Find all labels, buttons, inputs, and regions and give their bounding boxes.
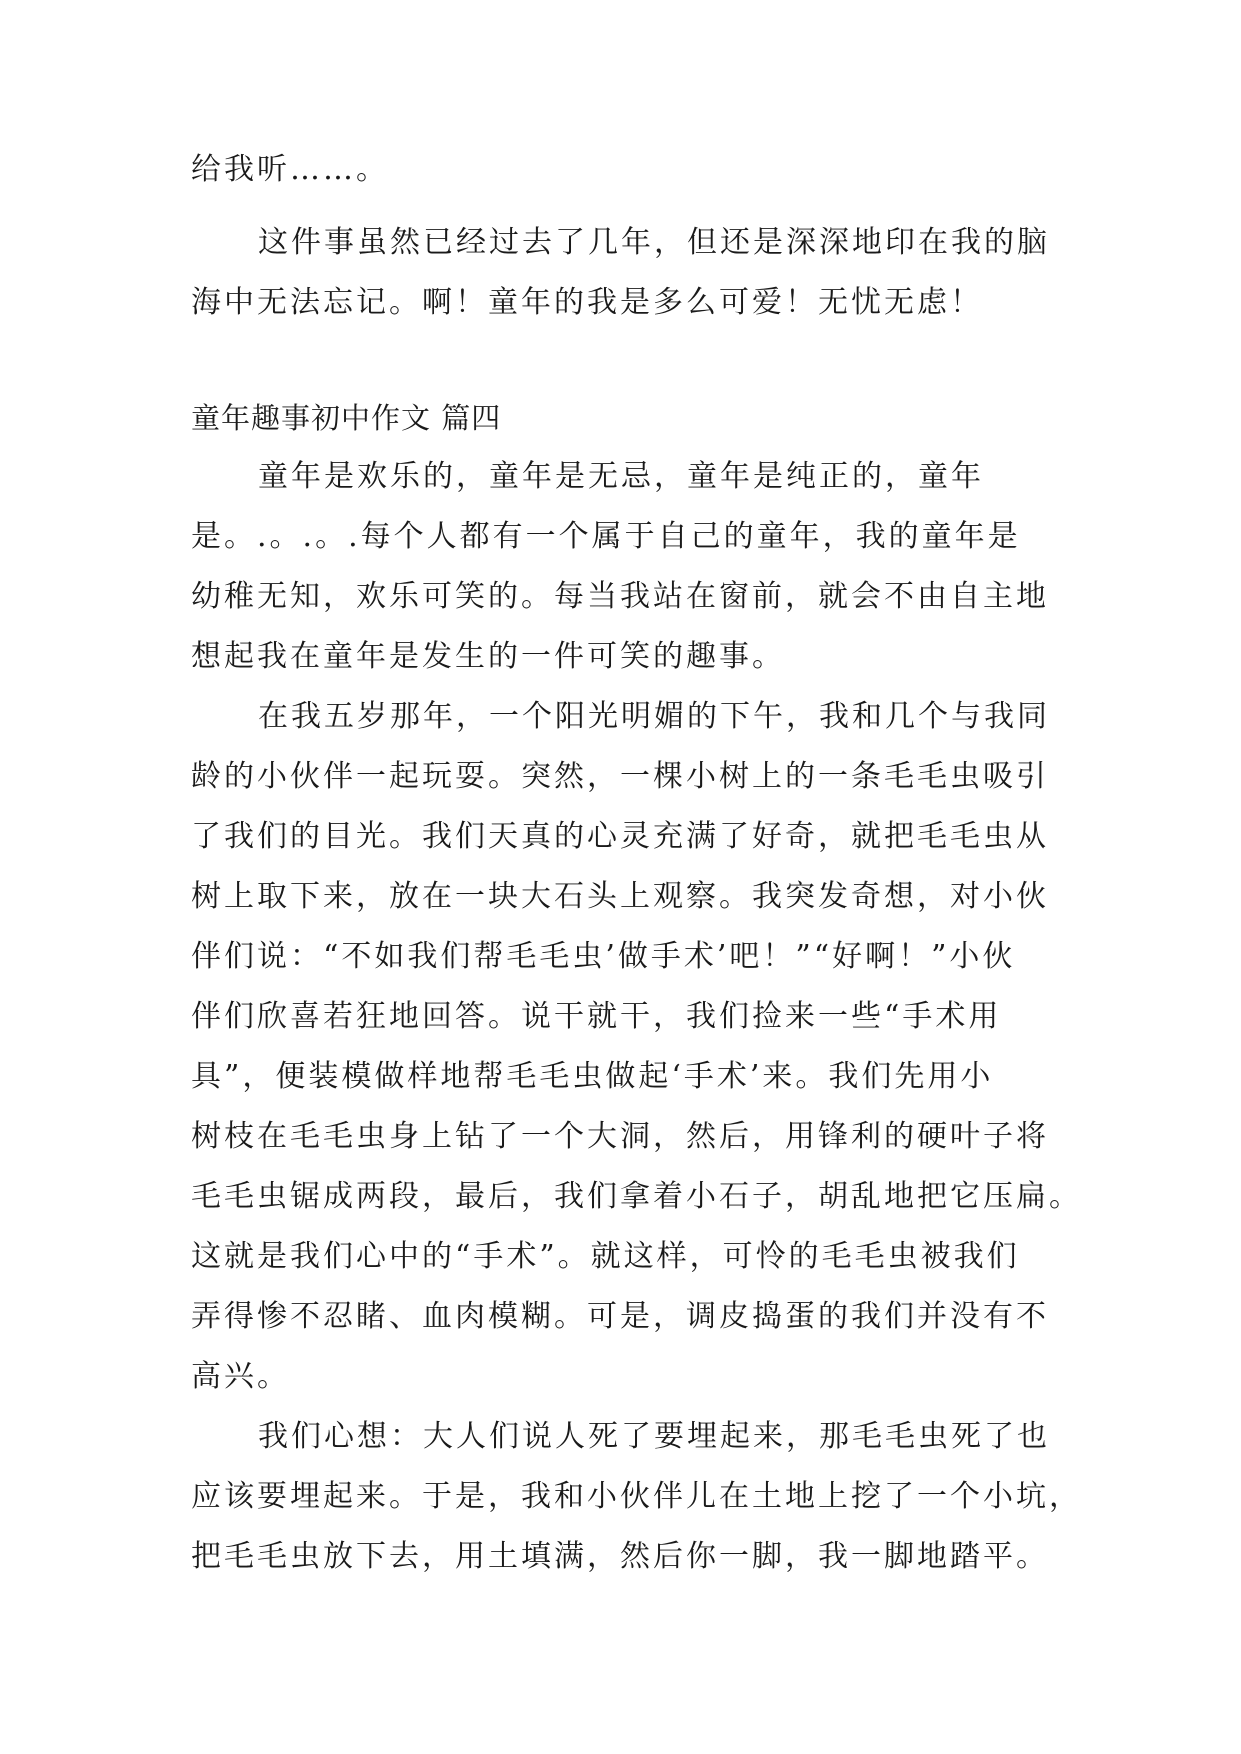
text-line: 海中无法忘记。啊！童年的我是多么可爱！无忧无虑！ bbox=[191, 285, 983, 320]
text-line: 是。.。.。.每个人都有一个属于自己的童年，我的童年是 bbox=[191, 519, 1021, 554]
text-line: 我们心想：大人们说人死了要埋起来，那毛毛虫死了也 bbox=[258, 1419, 1050, 1454]
section-heading: 童年趣事初中作文 篇四 bbox=[191, 401, 502, 435]
text-line: 给我听……。 bbox=[191, 152, 389, 187]
text-line: 弄得惨不忍睹、血肉模糊。可是，调皮捣蛋的我们并没有不 bbox=[191, 1299, 1049, 1334]
text-line: 想起我在童年是发生的一件可笑的趣事。 bbox=[191, 639, 785, 674]
text-line: 伴们说：“不如我们帮毛毛虫’做手术’吧！”“好啊！”小伙 bbox=[191, 939, 1016, 974]
text-line: 高兴。 bbox=[191, 1359, 290, 1394]
text-line: 幼稚无知，欢乐可笑的。每当我站在窗前，就会不由自主地 bbox=[191, 579, 1049, 614]
text-line: 伴们欣喜若狂地回答。说干就干，我们捡来一些“手术用 bbox=[191, 999, 1002, 1034]
text-line: 树上取下来，放在一块大石头上观察。我突发奇想，对小伙 bbox=[191, 879, 1049, 914]
text-line: 具”，便装模做样地帮毛毛虫做起‘手术’来。我们先用小 bbox=[191, 1059, 994, 1094]
text-line: 在我五岁那年，一个阳光明媚的下午，我和几个与我同 bbox=[258, 699, 1050, 734]
text-line: 这就是我们心中的“手术”。就这样，可怜的毛毛虫被我们 bbox=[191, 1239, 1020, 1274]
text-line: 龄的小伙伴一起玩耍。突然，一棵小树上的一条毛毛虫吸引 bbox=[191, 759, 1049, 794]
text-line: 树枝在毛毛虫身上钻了一个大洞，然后，用锋利的硬叶子将 bbox=[191, 1119, 1049, 1154]
text-line: 把毛毛虫放下去，用土填满，然后你一脚，我一脚地踏平。 bbox=[191, 1539, 1049, 1574]
text-line: 应该要埋起来。于是，我和小伙伴儿在土地上挖了一个小坑， bbox=[191, 1479, 1082, 1514]
text-line: 童年是欢乐的，童年是无忌，童年是纯正的，童年 bbox=[258, 459, 984, 494]
text-line: 毛毛虫锯成两段，最后，我们拿着小石子，胡乱地把它压扁。 bbox=[191, 1179, 1082, 1214]
text-line: 了我们的目光。我们天真的心灵充满了好奇，就把毛毛虫从 bbox=[191, 819, 1049, 854]
text-line: 这件事虽然已经过去了几年，但还是深深地印在我的脑 bbox=[258, 225, 1050, 260]
